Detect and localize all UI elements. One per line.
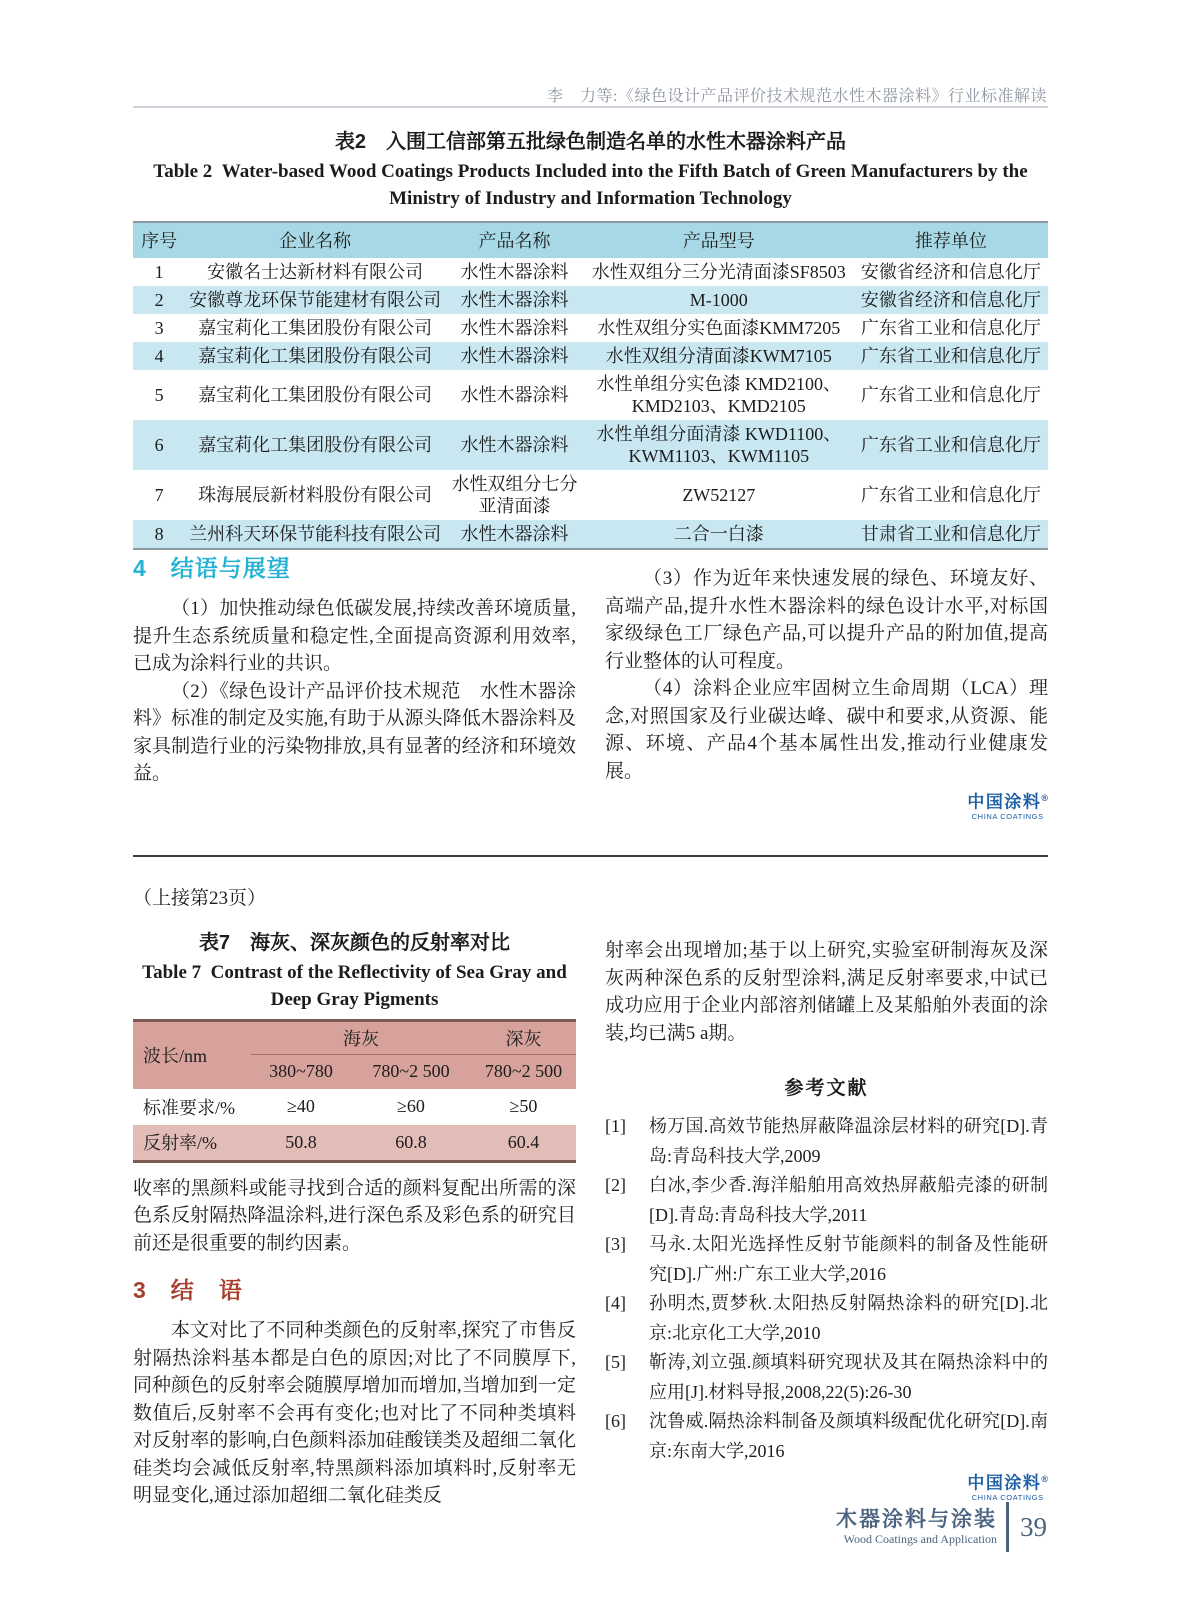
table2-column-header: 产品型号 bbox=[584, 222, 854, 258]
table7-reflectivity-row bbox=[133, 1125, 576, 1162]
table7-cell: ≥50 bbox=[471, 1089, 576, 1125]
reference-number: [6] bbox=[605, 1411, 626, 1431]
table2-cell: 安徽尊龙环保节能建材有限公司 bbox=[189, 290, 442, 310]
conclusion-outlook-section bbox=[133, 553, 1048, 824]
paragraph: （4）涂料企业应牢固树立生命周期（LCA）理念,对照国家及行业碳达峰、碳中和要求,从资源、能源、环境、产品4个基本属性出发,推动行业健康发展。 bbox=[605, 678, 1048, 782]
page-footer bbox=[836, 1502, 1047, 1552]
logo-wrap bbox=[605, 1470, 1048, 1505]
table7-corner-cell: 波长/nm bbox=[133, 1020, 251, 1089]
table2-cell: 水性木器涂料 bbox=[460, 385, 569, 405]
table7 bbox=[133, 1019, 576, 1163]
upper-right-column bbox=[605, 553, 1048, 824]
reference-item bbox=[605, 1112, 1048, 1171]
table2-title-cn: 表2 入围工信部第五批绿色制造名单的水性木器涂料产品 bbox=[334, 131, 847, 153]
table7-cell: ≥60 bbox=[351, 1089, 471, 1125]
table7-title-cn: 表7 海灰、深灰颜色的反射率对比 bbox=[198, 931, 511, 954]
table2-row bbox=[133, 420, 1048, 470]
table2-cell: 兰州科天环保节能科技有限公司 bbox=[189, 524, 442, 544]
page-number: 39 bbox=[1020, 1511, 1047, 1542]
table2-row bbox=[133, 258, 1048, 286]
table2-row bbox=[133, 286, 1048, 314]
table2-row bbox=[133, 314, 1048, 342]
references-heading: 参考文献 bbox=[784, 1078, 869, 1099]
table2-column-header: 推荐单位 bbox=[854, 222, 1048, 258]
table2-row bbox=[133, 520, 1048, 549]
table2-cell: 水性木器涂料 bbox=[460, 346, 569, 366]
table2-cell: M-1000 bbox=[689, 290, 748, 310]
table2-header-row bbox=[133, 222, 1048, 258]
reference-number: [2] bbox=[605, 1175, 626, 1195]
table2-cell: 5 bbox=[154, 385, 164, 405]
journal-name bbox=[836, 1507, 997, 1547]
table7-cell: 50.8 bbox=[251, 1125, 351, 1162]
lower-left-column bbox=[133, 885, 576, 1510]
table2-cell: 二合一白漆 bbox=[673, 524, 764, 544]
table2-cell: 嘉宝莉化工集团股份有限公司 bbox=[198, 435, 433, 455]
table2-cell: 广东省工业和信息化厅 bbox=[860, 435, 1041, 455]
table2-cell: 广东省工业和信息化厅 bbox=[860, 346, 1041, 366]
reference-text: 马永.太阳光选择性反射节能颜料的制备及性能研究[D].广州:广东工业大学,2016 bbox=[649, 1234, 1048, 1284]
table2-cell: 嘉宝莉化工集团股份有限公司 bbox=[198, 318, 433, 338]
table2-cell: 安徽名士达新材料有限公司 bbox=[207, 262, 424, 282]
running-head: 李 力等:《绿色设计产品评价技术规范水性木器涂料》行业标准解读 bbox=[547, 88, 1047, 105]
table7-subheader: 380~780 bbox=[251, 1054, 351, 1089]
reference-text: 孙明杰,贾梦秋.太阳热反射隔热涂料的研究[D].北京:北京化工大学,2010 bbox=[649, 1293, 1048, 1343]
table7-standard-row bbox=[133, 1089, 576, 1125]
paragraph: 射率会出现增加;基于以上研究,实验室研制海灰及深灰两种深色系的反射型涂料,满足反射率要求,中试已成功应用于企业内部溶剂储罐上及某船舶外表面的涂装,均已满5 a期。 bbox=[605, 940, 1048, 1044]
table2-cell: 8 bbox=[154, 524, 164, 544]
section3-heading: 3 结 语 bbox=[133, 1277, 243, 1303]
paragraph: 本文对比了不同种类颜色的反射率,探究了市售反射隔热涂料基本都是白色的原因;对比了不同膜厚下,同种颜色的反射率会随膜厚增加而增加,当增加到一定数值后,反射率不会再有变化;也对比了不同种类填料对反射率的影响,白色颜料添加硅酸镁类及超细二氧化硅类均会减低反射率,特黑颜料添加填料时,反射率无明显变化,通过添加超细二氧化硅类反 bbox=[133, 1320, 576, 1506]
table2-cell: 水性单组分实色漆 KMD2100、KMD2103、KMD2105 bbox=[596, 374, 842, 416]
table2-cell: 7 bbox=[154, 485, 164, 505]
logo-text-en: CHINA COATINGS bbox=[971, 811, 1044, 821]
table2-cell: 6 bbox=[154, 435, 164, 455]
upper-left-column bbox=[133, 553, 576, 824]
logo-text-en: CHINA COATINGS bbox=[971, 1492, 1044, 1502]
table2-cell: 广东省工业和信息化厅 bbox=[860, 385, 1041, 405]
table7-subheader: 780~2 500 bbox=[351, 1054, 471, 1089]
table2-cell: ZW52127 bbox=[682, 485, 756, 505]
table2-cell: 水性木器涂料 bbox=[460, 435, 569, 455]
table2-cell: 水性单组分面清漆 KWD1100、KWM1103、KWM1105 bbox=[596, 424, 842, 466]
paragraph: （1）加快推动绿色低碳发展,持续改善环境质量,提升生态系统质量和稳定性,全面提高资源利用效率,已成为涂料行业的共识。 bbox=[133, 598, 576, 674]
continued-article-section bbox=[133, 885, 1048, 1510]
reference-item bbox=[605, 1348, 1048, 1407]
table2-cell: 嘉宝莉化工集团股份有限公司 bbox=[198, 346, 433, 366]
table7-cell: 60.8 bbox=[351, 1125, 471, 1162]
table2-cell: 广东省工业和信息化厅 bbox=[860, 318, 1041, 338]
reference-number: [5] bbox=[605, 1352, 626, 1372]
table7-group-header-row bbox=[133, 1020, 576, 1054]
table2-cell: 水性木器涂料 bbox=[460, 524, 569, 544]
table2-cell: 甘肃省工业和信息化厅 bbox=[860, 524, 1041, 544]
table2-cell: 水性木器涂料 bbox=[460, 318, 569, 338]
table2-row bbox=[133, 470, 1048, 520]
table2-section bbox=[133, 130, 1048, 550]
table2 bbox=[133, 221, 1048, 550]
table2-cell: 1 bbox=[154, 262, 164, 282]
table2-body bbox=[133, 258, 1048, 549]
table2-cell: 2 bbox=[154, 290, 164, 310]
reference-text: 靳涛,刘立强.颜填料研究现状及其在隔热涂料中的应用[J].材料导报,2008,22(5):26-30 bbox=[649, 1352, 1048, 1402]
table2-row bbox=[133, 342, 1048, 370]
header-rule bbox=[133, 106, 1048, 108]
table2-cell: 广东省工业和信息化厅 bbox=[860, 485, 1041, 505]
table2-column-header: 产品名称 bbox=[445, 222, 584, 258]
table2-cell: 珠海展辰新材料股份有限公司 bbox=[198, 485, 433, 505]
table2-cell: 水性木器涂料 bbox=[460, 290, 569, 310]
table2-cell: 安徽省经济和信息化厅 bbox=[860, 262, 1041, 282]
table7-group-deep-gray: 深灰 bbox=[471, 1020, 576, 1054]
table7-title-en: Table 7 Contrast of the Reflectivity of Sea Gray and Deep Gray Pigments bbox=[142, 961, 567, 1010]
table2-column-header: 序号 bbox=[133, 222, 185, 258]
journal-name-cn: 木器涂料与涂装 bbox=[836, 1508, 997, 1531]
table2-cell: 水性木器涂料 bbox=[460, 262, 569, 282]
table2-cell: 嘉宝莉化工集团股份有限公司 bbox=[198, 385, 433, 405]
section4-heading: 4 结语与展望 bbox=[133, 555, 291, 581]
reference-number: [3] bbox=[605, 1234, 626, 1254]
logo-wrap bbox=[605, 789, 1048, 824]
reference-text: 沈鲁威.隔热涂料制备及颜填料级配优化研究[D].南京:东南大学,2016 bbox=[649, 1411, 1048, 1461]
reference-text: 白冰,李少香.海洋船舶用高效热屏蔽船壳漆的研制[D].青岛:青岛科技大学,2011 bbox=[649, 1175, 1048, 1225]
table7-cell: 60.4 bbox=[471, 1125, 576, 1162]
table7-cell: ≥40 bbox=[251, 1089, 351, 1125]
paragraph: （2）《绿色设计产品评价技术规范 水性木器涂料》标准的制定及实施,有助于从源头降低木器涂料及家具制造行业的污染物排放,具有显著的经济和环境效益。 bbox=[133, 680, 576, 784]
journal-name-en: Wood Coatings and Application bbox=[843, 1532, 997, 1546]
paragraph: 收率的黑颜料或能寻找到合适的颜料复配出所需的深色系反射隔热降温涂料,进行深色系及彩色系的研究目前还是很重要的制约因素。 bbox=[133, 1177, 576, 1254]
lower-right-column bbox=[605, 885, 1048, 1510]
trademark-icon: ® bbox=[1041, 1474, 1048, 1484]
table2-title-en: Table 2 Water-based Wood Coatings Products Included into the Fifth Batch of Green Manufacturers by the Ministry of Industry and Information Technology bbox=[153, 161, 1028, 209]
table7-subheader: 780~2 500 bbox=[471, 1054, 576, 1089]
table2-cell: 水性双组分实色面漆KMM7205 bbox=[597, 318, 841, 338]
table2-column-header: 企业名称 bbox=[185, 222, 445, 258]
table2-cell: 水性双组分清面漆KWM7105 bbox=[605, 346, 832, 366]
table2-row bbox=[133, 370, 1048, 420]
table2-cell: 水性双组分七分亚清面漆 bbox=[451, 474, 578, 516]
china-coatings-logo bbox=[967, 1470, 1048, 1502]
trademark-icon: ® bbox=[1041, 793, 1048, 803]
reference-item bbox=[605, 1407, 1048, 1466]
table2-cell: 4 bbox=[154, 346, 164, 366]
logo-text-cn: 中国涂料® bbox=[967, 1473, 1048, 1493]
paragraph: （3）作为近年来快速发展的绿色、环境友好、高端产品,提升水性木器涂料的绿色设计水平,对标国家级绿色工厂绿色产品,可以提升产品的附加值,提高行业整体的认可程度。 bbox=[605, 568, 1048, 672]
table7-row-label: 标准要求/% bbox=[133, 1089, 251, 1125]
table7-group-sea-gray: 海灰 bbox=[251, 1020, 471, 1054]
reference-number: [1] bbox=[605, 1116, 626, 1136]
reference-item bbox=[605, 1230, 1048, 1289]
table2-cell: 水性双组分三分光清面漆SF8503 bbox=[591, 262, 846, 282]
reference-text: 杨万国.高效节能热屏蔽降温涂层材料的研究[D].青岛:青岛科技大学,2009 bbox=[649, 1116, 1048, 1166]
table7-row-label: 反射率/% bbox=[133, 1125, 251, 1162]
article-divider bbox=[133, 855, 1048, 857]
references-list bbox=[605, 1112, 1048, 1466]
table2-cell: 安徽省经济和信息化厅 bbox=[860, 290, 1041, 310]
continuation-note: （上接第23页） bbox=[133, 888, 267, 909]
reference-item bbox=[605, 1171, 1048, 1230]
china-coatings-logo bbox=[967, 789, 1048, 821]
reference-item bbox=[605, 1289, 1048, 1348]
reference-number: [4] bbox=[605, 1293, 626, 1313]
logo-text-cn: 中国涂料® bbox=[967, 792, 1048, 812]
footer-divider bbox=[1006, 1502, 1009, 1552]
table2-cell: 3 bbox=[154, 318, 164, 338]
